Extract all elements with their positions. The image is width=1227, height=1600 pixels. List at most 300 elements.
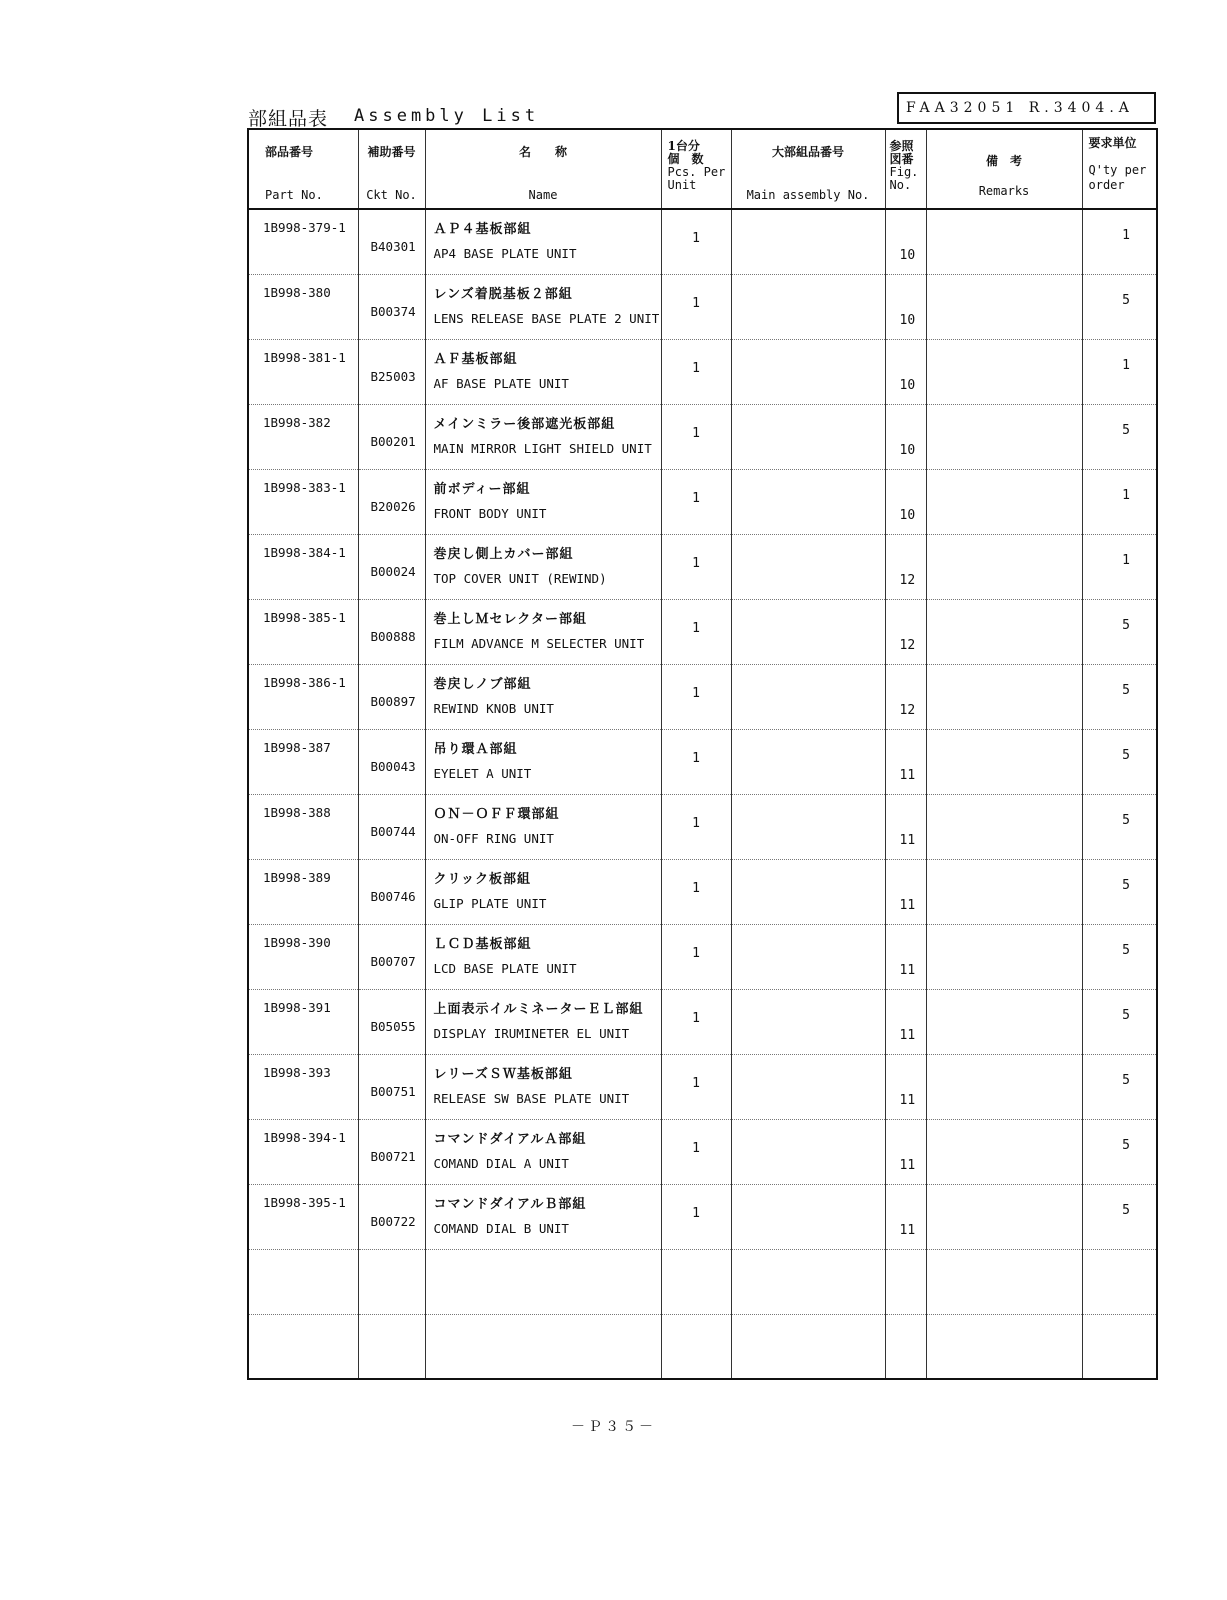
name-en: DISPLAY IRUMINETER EL UNIT (433, 1025, 630, 1041)
pcs-per-unit: 1 (692, 231, 700, 246)
fig-number: 12 (899, 572, 916, 588)
col-header-ckt-no (358, 129, 425, 209)
name-en: COMAND DIAL A UNIT (433, 1155, 569, 1171)
part-number: 1B998-388 (263, 804, 331, 820)
ckt-number: B00897 (370, 693, 416, 709)
col-header-pcs (661, 129, 731, 209)
pcs-per-unit: 1 (692, 945, 700, 961)
cell-fig (885, 339, 926, 404)
cell-qty (1082, 599, 1157, 664)
cell-fig (885, 404, 926, 469)
qty-per-order: 5 (1122, 682, 1130, 698)
qty-per-order: 5 (1122, 1007, 1130, 1023)
cell-fig (885, 924, 926, 989)
cell-main-assembly (731, 1249, 885, 1314)
cell-qty (1082, 469, 1157, 534)
cell-remarks (926, 404, 1082, 469)
table-row (248, 989, 1157, 1054)
name-en: REWIND KNOB UNIT (433, 700, 554, 716)
cell-name (425, 1054, 661, 1119)
part-number: 1B998-395-1 (263, 1194, 346, 1210)
name-en: GLIP PLATE UNIT (433, 895, 547, 911)
page-title-jp: 部組品表 (248, 108, 329, 130)
col-header-fig-jp1: 参照 (889, 139, 914, 153)
cell-name (425, 924, 661, 989)
cell-main-assembly (731, 209, 885, 274)
table-row (248, 729, 1157, 794)
cell-part-no (248, 729, 358, 794)
cell-remarks (926, 599, 1082, 664)
part-number: 1B998-385-1 (263, 609, 346, 625)
cell-part-no (248, 794, 358, 859)
cell-qty (1082, 989, 1157, 1054)
col-header-main-assembly (731, 129, 885, 209)
part-number: 1B998-382 (263, 414, 331, 430)
table-row (248, 1314, 1157, 1379)
cell-pcs (661, 664, 731, 729)
name-en: LENS RELEASE BASE PLATE 2 UNIT (433, 310, 660, 326)
cell-fig (885, 989, 926, 1054)
table-row (248, 1249, 1157, 1314)
cell-remarks (926, 859, 1082, 924)
ckt-number: B20026 (370, 498, 416, 514)
ckt-number: B05055 (370, 1018, 416, 1034)
part-number: 1B998-386-1 (263, 674, 346, 690)
pcs-per-unit: 1 (692, 295, 700, 311)
col-header-pcs-en2: Unit (667, 178, 697, 192)
cell-part-no (248, 599, 358, 664)
table-row (248, 859, 1157, 924)
cell-ckt-no (358, 274, 425, 339)
cell-pcs (661, 989, 731, 1054)
cell-main-assembly (731, 534, 885, 599)
cell-pcs (661, 1119, 731, 1184)
cell-remarks (926, 1249, 1082, 1314)
cell-ckt-no (358, 469, 425, 534)
cell-pcs (661, 1314, 731, 1379)
cell-ckt-no (358, 1249, 425, 1314)
col-header-qty-en1: Q'ty per (1088, 163, 1147, 177)
cell-fig (885, 599, 926, 664)
cell-remarks (926, 469, 1082, 534)
fig-number: 11 (899, 832, 916, 848)
pcs-per-unit: 1 (692, 880, 700, 896)
col-header-qty-jp: 要求単位 (1088, 136, 1137, 150)
cell-ckt-no (358, 664, 425, 729)
name-en: FRONT BODY UNIT (433, 505, 547, 521)
cell-qty (1082, 1314, 1157, 1379)
fig-number: 11 (899, 1027, 916, 1043)
cell-main-assembly (731, 729, 885, 794)
document-number: FAA32051 R.3404.A (897, 92, 1156, 124)
fig-number: 12 (899, 702, 916, 718)
name-jp: クリック板部組 (433, 871, 531, 887)
cell-part-no (248, 664, 358, 729)
cell-pcs (661, 209, 731, 274)
cell-qty (1082, 1054, 1157, 1119)
col-header-qty (1082, 129, 1157, 209)
cell-part-no (248, 1054, 358, 1119)
cell-ckt-no (358, 339, 425, 404)
cell-qty (1082, 534, 1157, 599)
cell-fig (885, 274, 926, 339)
table-header-row (248, 129, 1157, 209)
cell-ckt-no (358, 729, 425, 794)
qty-per-order: 1 (1122, 552, 1130, 568)
cell-qty (1082, 274, 1157, 339)
col-header-main-assembly-en: Main assembly No. (746, 188, 870, 202)
cell-main-assembly (731, 599, 885, 664)
part-number: 1B998-384-1 (263, 544, 346, 560)
qty-per-order: 1 (1122, 357, 1130, 373)
cell-ckt-no (358, 1314, 425, 1379)
col-header-pcs-jp2: 個 数 (667, 152, 704, 166)
qty-per-order: 1 (1122, 487, 1130, 503)
col-header-name (425, 129, 661, 209)
qty-per-order: 5 (1122, 747, 1130, 763)
cell-main-assembly (731, 274, 885, 339)
name-en: EYELET A UNIT (433, 765, 532, 781)
part-number: 1B998-379-1 (263, 220, 346, 235)
name-en: RELEASE SW BASE PLATE UNIT (433, 1090, 630, 1106)
col-header-qty-en2: order (1088, 178, 1125, 192)
cell-fig (885, 209, 926, 274)
name-jp: ＬＣＤ基板部組 (433, 936, 532, 952)
table-row (248, 339, 1157, 404)
cell-remarks (926, 1119, 1082, 1184)
cell-ckt-no (358, 404, 425, 469)
cell-pcs (661, 404, 731, 469)
cell-qty (1082, 794, 1157, 859)
cell-ckt-no (358, 1184, 425, 1249)
cell-main-assembly (731, 924, 885, 989)
fig-number: 11 (899, 1092, 916, 1108)
cell-part-no (248, 404, 358, 469)
cell-name (425, 274, 661, 339)
cell-main-assembly (731, 1184, 885, 1249)
col-header-name-en: Name (528, 188, 558, 202)
qty-per-order: 5 (1122, 1202, 1130, 1218)
col-header-name-jp: 名 称 (518, 145, 567, 159)
name-en: AP4 BASE PLATE UNIT (433, 246, 577, 261)
ckt-number: B00374 (370, 303, 416, 319)
cell-pcs (661, 469, 731, 534)
fig-number: 11 (899, 1222, 916, 1238)
qty-per-order: 1 (1122, 228, 1130, 243)
fig-number: 10 (899, 377, 916, 393)
cell-fig (885, 1184, 926, 1249)
pcs-per-unit: 1 (692, 1010, 700, 1026)
qty-per-order: 5 (1122, 1137, 1130, 1153)
cell-fig (885, 1119, 926, 1184)
cell-pcs (661, 729, 731, 794)
part-number: 1B998-390 (263, 934, 331, 950)
cell-fig (885, 729, 926, 794)
page-title-en: Assembly List (354, 106, 540, 126)
name-jp: 巻戻しノブ部組 (433, 676, 532, 692)
pcs-per-unit: 1 (692, 425, 700, 441)
cell-main-assembly (731, 1054, 885, 1119)
cell-ckt-no (358, 209, 425, 274)
name-jp: 上面表示イルミネーターＥＬ部組 (433, 1001, 644, 1017)
cell-remarks (926, 664, 1082, 729)
name-jp: レリーズＳＷ基板部組 (433, 1066, 573, 1082)
cell-part-no (248, 989, 358, 1054)
fig-number: 11 (899, 767, 916, 783)
pcs-per-unit: 1 (692, 750, 700, 766)
part-number: 1B998-391 (263, 999, 331, 1015)
ckt-number: B00722 (370, 1213, 416, 1229)
qty-per-order: 5 (1122, 942, 1130, 958)
cell-remarks (926, 1314, 1082, 1379)
fig-number: 11 (899, 897, 916, 913)
col-header-part-no (248, 129, 358, 209)
ckt-number: B00043 (370, 758, 416, 774)
cell-pcs (661, 859, 731, 924)
cell-part-no (248, 534, 358, 599)
cell-fig (885, 794, 926, 859)
pcs-per-unit: 1 (692, 555, 700, 571)
col-header-remarks (926, 129, 1082, 209)
cell-pcs (661, 534, 731, 599)
part-number: 1B998-387 (263, 739, 331, 755)
assembly-list-table (247, 128, 1158, 1380)
ckt-number: B00201 (370, 433, 416, 449)
table-row (248, 664, 1157, 729)
cell-qty (1082, 339, 1157, 404)
cell-qty (1082, 404, 1157, 469)
cell-name (425, 859, 661, 924)
cell-name (425, 1249, 661, 1314)
cell-pcs (661, 1054, 731, 1119)
cell-name (425, 1314, 661, 1379)
cell-ckt-no (358, 1054, 425, 1119)
pcs-per-unit: 1 (692, 360, 700, 376)
cell-fig (885, 1054, 926, 1119)
cell-remarks (926, 534, 1082, 599)
name-jp: 巻上しＭセレクター部組 (433, 611, 587, 627)
cell-name (425, 1119, 661, 1184)
col-header-part-no-en: Part No. (265, 188, 323, 202)
qty-per-order: 5 (1122, 1072, 1130, 1088)
cell-part-no (248, 1119, 358, 1184)
ckt-number: B25003 (370, 368, 416, 384)
cell-part-no (248, 859, 358, 924)
table-body (248, 209, 1157, 1379)
name-en: TOP COVER UNIT (REWIND) (433, 570, 607, 586)
cell-main-assembly (731, 469, 885, 534)
cell-ckt-no (358, 1119, 425, 1184)
name-jp: ＡＰ４基板部組 (433, 222, 532, 237)
ckt-number: B40301 (370, 239, 416, 254)
col-header-fig (885, 129, 926, 209)
name-jp: ＯＮ－ＯＦＦ環部組 (433, 806, 560, 822)
name-jp: ＡＦ基板部組 (433, 351, 518, 367)
part-number: 1B998-383-1 (263, 479, 346, 495)
cell-name (425, 794, 661, 859)
name-jp: 吊り環Ａ部組 (433, 741, 518, 757)
cell-part-no (248, 1249, 358, 1314)
fig-number: 10 (899, 442, 916, 458)
fig-number: 11 (899, 962, 916, 978)
cell-pcs (661, 1249, 731, 1314)
cell-part-no (248, 274, 358, 339)
cell-name (425, 989, 661, 1054)
cell-name (425, 339, 661, 404)
pcs-per-unit: 1 (692, 620, 700, 636)
name-jp: コマンドダイアルＢ部組 (433, 1196, 587, 1212)
cell-main-assembly (731, 404, 885, 469)
qty-per-order: 5 (1122, 422, 1130, 438)
cell-main-assembly (731, 1314, 885, 1379)
name-en: LCD BASE PLATE UNIT (433, 960, 577, 976)
part-number: 1B998-393 (263, 1064, 331, 1080)
cell-ckt-no (358, 794, 425, 859)
cell-part-no (248, 924, 358, 989)
col-header-fig-jp2: 図番 (889, 152, 914, 166)
cell-main-assembly (731, 859, 885, 924)
cell-name (425, 729, 661, 794)
cell-main-assembly (731, 794, 885, 859)
cell-ckt-no (358, 924, 425, 989)
cell-qty (1082, 859, 1157, 924)
fig-number: 10 (899, 507, 916, 523)
col-header-fig-en2: No. (889, 178, 912, 192)
table-row (248, 534, 1157, 599)
table-row (248, 274, 1157, 339)
name-jp: 巻戻し側上カバー部組 (433, 546, 574, 562)
cell-part-no (248, 1314, 358, 1379)
col-header-part-no-jp: 部品番号 (265, 145, 314, 159)
cell-fig (885, 859, 926, 924)
cell-part-no (248, 339, 358, 404)
qty-per-order: 5 (1122, 812, 1130, 828)
col-header-ckt-no-jp: 補助番号 (367, 145, 416, 159)
ckt-number: B00751 (370, 1083, 416, 1099)
ckt-number: B00707 (370, 953, 416, 969)
table-row (248, 1184, 1157, 1249)
cell-name (425, 599, 661, 664)
cell-remarks (926, 1054, 1082, 1119)
pcs-per-unit: 1 (692, 685, 700, 701)
cell-ckt-no (358, 534, 425, 599)
col-header-remarks-en: Remarks (978, 184, 1030, 198)
part-number: 1B998-389 (263, 869, 331, 885)
col-header-pcs-en1: Pcs. Per (667, 165, 726, 179)
cell-part-no (248, 209, 358, 274)
fig-number: 11 (899, 1157, 916, 1173)
cell-pcs (661, 339, 731, 404)
cell-remarks (926, 729, 1082, 794)
cell-ckt-no (358, 599, 425, 664)
table-row (248, 924, 1157, 989)
cell-fig (885, 469, 926, 534)
col-header-ckt-no-en: Ckt No. (366, 188, 417, 202)
ckt-number: B00721 (370, 1148, 416, 1164)
cell-qty (1082, 729, 1157, 794)
name-en: MAIN MIRROR LIGHT SHIELD UNIT (433, 440, 652, 456)
cell-name (425, 469, 661, 534)
cell-part-no (248, 1184, 358, 1249)
pcs-per-unit: 1 (692, 815, 700, 831)
part-number: 1B998-394-1 (263, 1129, 346, 1145)
cell-pcs (661, 274, 731, 339)
ckt-number: B00744 (370, 823, 416, 839)
page-number: －Ｐ３５－ (571, 1419, 656, 1435)
pcs-per-unit: 1 (692, 1205, 700, 1221)
pcs-per-unit: 1 (692, 490, 700, 506)
fig-number: 10 (899, 312, 916, 328)
cell-remarks (926, 274, 1082, 339)
cell-pcs (661, 1184, 731, 1249)
cell-remarks (926, 209, 1082, 274)
name-en: FILM ADVANCE M SELECTER UNIT (433, 635, 645, 651)
cell-qty (1082, 1249, 1157, 1314)
cell-ckt-no (358, 989, 425, 1054)
cell-name (425, 534, 661, 599)
cell-qty (1082, 209, 1157, 274)
cell-pcs (661, 924, 731, 989)
cell-qty (1082, 664, 1157, 729)
cell-main-assembly (731, 1119, 885, 1184)
table-row (248, 1119, 1157, 1184)
cell-fig (885, 664, 926, 729)
table-row (248, 209, 1157, 274)
cell-main-assembly (731, 664, 885, 729)
cell-qty (1082, 1119, 1157, 1184)
cell-part-no (248, 469, 358, 534)
cell-name (425, 404, 661, 469)
name-en: AF BASE PLATE UNIT (433, 375, 569, 391)
table-row (248, 599, 1157, 664)
cell-remarks (926, 924, 1082, 989)
cell-name (425, 1184, 661, 1249)
part-number: 1B998-381-1 (263, 349, 346, 365)
name-jp: コマンドダイアルＡ部組 (433, 1131, 587, 1147)
cell-fig (885, 1249, 926, 1314)
cell-remarks (926, 989, 1082, 1054)
pcs-per-unit: 1 (692, 1075, 700, 1091)
cell-pcs (661, 599, 731, 664)
col-header-fig-en1: Fig. (889, 165, 919, 179)
col-header-pcs-jp1: 1台分 (667, 139, 700, 153)
fig-number: 10 (899, 248, 916, 263)
cell-main-assembly (731, 989, 885, 1054)
table-row (248, 469, 1157, 534)
cell-fig (885, 534, 926, 599)
cell-name (425, 664, 661, 729)
ckt-number: B00024 (370, 563, 416, 579)
col-header-remarks-jp: 備 考 (985, 154, 1022, 168)
table-row (248, 404, 1157, 469)
ckt-number: B00888 (370, 628, 416, 644)
name-en: COMAND DIAL B UNIT (433, 1220, 569, 1236)
cell-remarks (926, 339, 1082, 404)
name-jp: レンズ着脱基板２部組 (433, 286, 573, 302)
cell-qty (1082, 924, 1157, 989)
cell-remarks (926, 1184, 1082, 1249)
name-en: ON-OFF RING UNIT (433, 830, 554, 846)
part-number: 1B998-380 (263, 284, 331, 300)
cell-fig (885, 1314, 926, 1379)
qty-per-order: 5 (1122, 877, 1130, 893)
table-row (248, 1054, 1157, 1119)
qty-per-order: 5 (1122, 292, 1130, 308)
cell-qty (1082, 1184, 1157, 1249)
pcs-per-unit: 1 (692, 1140, 700, 1156)
cell-pcs (661, 794, 731, 859)
cell-remarks (926, 794, 1082, 859)
